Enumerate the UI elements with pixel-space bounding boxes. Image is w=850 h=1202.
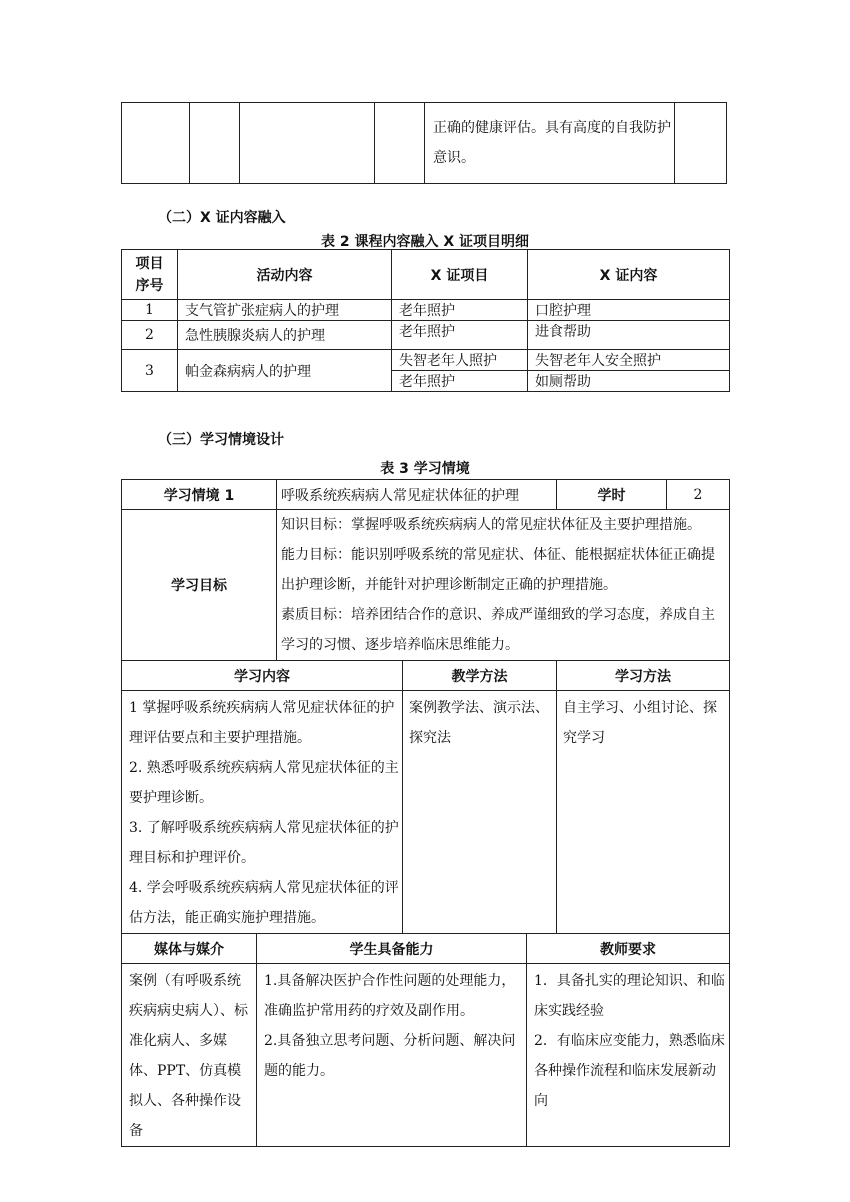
row-activity: 帕金森病病人的护理 (178, 350, 392, 392)
learning-situation-table (121, 479, 730, 1147)
row-content: 如厕帮助 (528, 371, 730, 392)
goal-quality: 素质目标：培养团结合作的意识、养成严谨细致的学习态度，养成自主学习的习惯、逐步培养临床思维能力。 (281, 607, 715, 653)
col-header-content: 学习内容 (122, 661, 403, 691)
hours-value: 2 (667, 480, 730, 510)
media-text: 案例（有呼吸系统疾病病史病人）、标准化病人、多媒体、PPT、仿真模拟人、各种操作设备 (122, 964, 257, 1147)
learning-methods: 自主学习、小组讨论、探究学习 (557, 691, 730, 934)
x-cert-table (121, 249, 730, 392)
row-cert: 老年照护 (392, 321, 528, 350)
col-header-media: 媒体与媒介 (122, 934, 257, 964)
goal-knowledge: 知识目标：掌握呼吸系统疾病病人的常见症状体征及主要护理措施。 (281, 517, 701, 533)
student-abilities (257, 964, 527, 1147)
continuation-table (121, 102, 727, 184)
row-activity: 支气管扩张症病人的护理 (178, 300, 392, 321)
empty-cell (675, 103, 727, 184)
empty-cell (375, 103, 425, 184)
situation-value: 呼吸系统疾病病人常见症状体征的护理 (277, 480, 557, 510)
col-header-teacher-req: 教师要求 (527, 934, 730, 964)
col-header-learning-method: 学习方法 (557, 661, 730, 691)
list-item: 4. 学会呼吸系统疾病病人常见症状体征的评估方法，能正确实施护理措施。 (129, 880, 399, 926)
empty-cell (190, 103, 240, 184)
row-no: 2 (122, 321, 178, 350)
row-cert: 失智老年人照护 (392, 350, 528, 371)
empty-cell (240, 103, 375, 184)
row-content: 失智老年人安全照护 (528, 350, 730, 371)
teaching-methods: 案例教学法、演示法、探究法 (403, 691, 557, 934)
row-activity: 急性胰腺炎病人的护理 (178, 321, 392, 350)
empty-cell (122, 103, 190, 184)
list-item: 2.具备独立思考问题、分析问题、解决问题的能力。 (264, 1033, 516, 1079)
list-item: 2．有临床应变能力，熟悉临床各种操作流程和临床发展新动向 (534, 1033, 725, 1109)
list-item: 3. 了解呼吸系统疾病病人常见症状体征的护理目标和护理评价。 (129, 820, 399, 866)
situation-label: 学习情境 1 (122, 480, 277, 510)
col-header-no: 项目序号 (122, 250, 178, 300)
col-header-activity: 活动内容 (178, 250, 392, 300)
goal-text (277, 510, 730, 661)
col-header-content: X 证内容 (528, 250, 730, 300)
col-header-teaching-method: 教学方法 (403, 661, 557, 691)
row-content: 进食帮助 (528, 321, 730, 350)
col-header-cert: X 证项目 (392, 250, 528, 300)
table-row (122, 321, 730, 350)
list-item: 1 掌握呼吸系统疾病病人常见症状体征的护理评估要点和主要护理措施。 (129, 700, 395, 746)
table-caption-2: 表 2 课程内容融入 X 证项目明细 (320, 234, 530, 250)
row-no: 1 (122, 300, 178, 321)
col-header-student-ability: 学生具备能力 (257, 934, 527, 964)
teacher-requirements (527, 964, 730, 1147)
section-heading-3: （三）学习情境设计 (158, 432, 284, 448)
goal-label: 学习目标 (122, 510, 277, 661)
row-no: 3 (122, 350, 178, 392)
section-heading-2: （二）X 证内容融入 (158, 210, 286, 226)
learning-content-list (122, 691, 403, 934)
list-item: 1.具备解决医护合作性问题的处理能力，准确监护常用药的疗效及副作用。 (264, 973, 516, 1019)
list-item: 2. 熟悉呼吸系统疾病病人常见症状体征的主要护理诊断。 (129, 760, 399, 806)
goal-ability: 能力目标：能识别呼吸系统的常见症状、体征、能根据症状体征正确提出护理诊断，并能针对护理诊断制定正确的护理措施。 (281, 547, 715, 593)
table-row (122, 300, 730, 321)
list-item: 1．具备扎实的理论知识、和临床实践经验 (534, 973, 725, 1019)
row-cert: 老年照护 (392, 300, 528, 321)
table-row (122, 350, 730, 371)
row-content: 口腔护理 (528, 300, 730, 321)
hours-label: 学时 (557, 480, 667, 510)
table-cell-text: 正确的健康评估。具有高度的自我防护意识。 (425, 103, 675, 184)
table-caption-3: 表 3 学习情境 (380, 461, 470, 477)
row-cert: 老年照护 (392, 371, 528, 392)
